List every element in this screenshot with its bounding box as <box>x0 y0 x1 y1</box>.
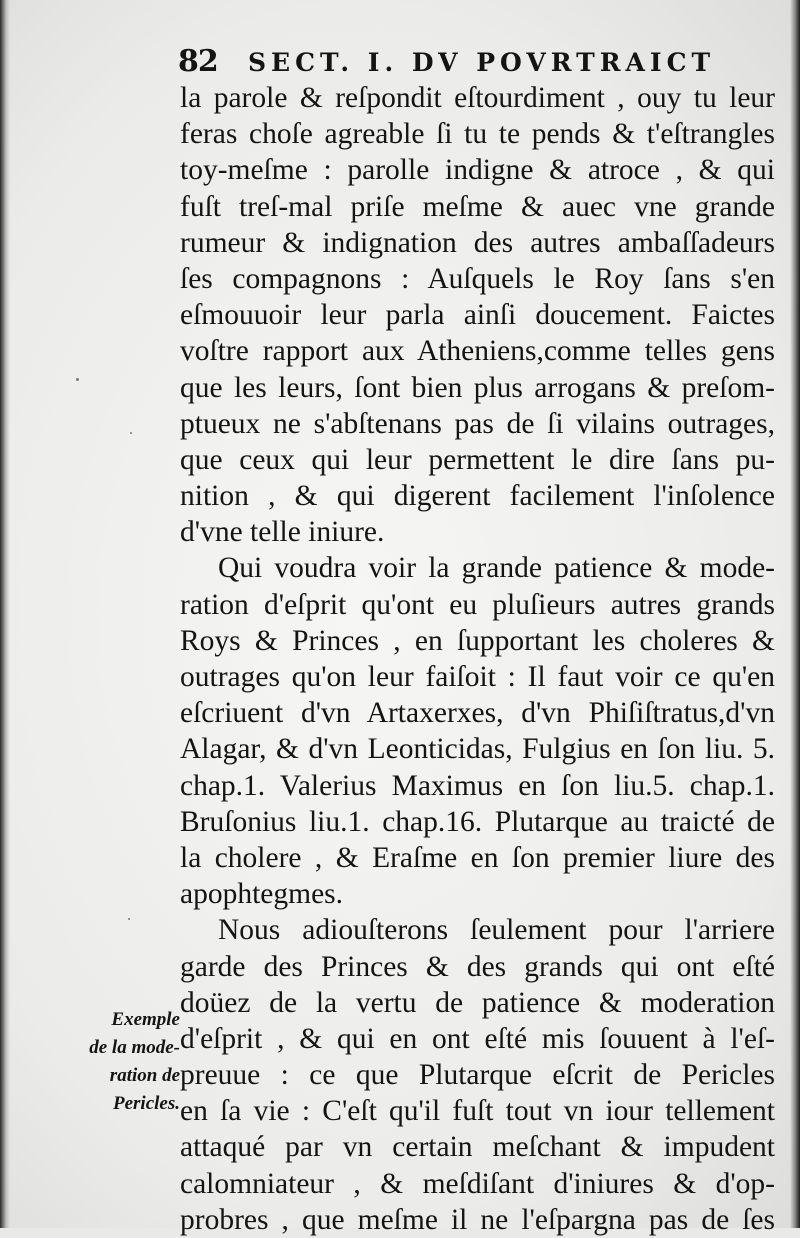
text-line: outrages qu'on leur faiſoit : Il faut voir ce qu'en <box>180 661 775 693</box>
body-text <box>180 80 775 1238</box>
text-line: ſes compagnons : Auſquels le Roy ſans s'en <box>180 262 775 295</box>
paper-speck <box>76 378 79 381</box>
text-line: que les leurs, ſont bien plus arrogans & preſom- <box>180 371 775 404</box>
text-line: ptueux ne s'abſtenans pas de ſi vilains outrages, <box>180 407 775 440</box>
text-line: fuſt treſ-mal priſe meſme & auec vne grande <box>180 190 775 223</box>
text-line: en ſa vie : C'eſt qu'il fuſt tout vn iour tellement <box>180 1095 775 1128</box>
margin-note <box>62 1006 180 1118</box>
text-line: chap.1. Valerius Maximus en ſon liu.5. chap.1. <box>180 769 775 802</box>
paragraph-first-line: Qui voudra voir la grande patience & mode- <box>218 552 775 585</box>
text-line: preuue : ce que Plutarque eſcrit de Pericles <box>180 1059 775 1092</box>
text-line: la cholere , & Eraſme en ſon premier liure des <box>180 841 775 874</box>
text-line: ration d'eſprit qu'ont eu pluſieurs autres grands <box>180 588 775 621</box>
text-line: rumeur & indignation des autres ambaſſadeurs <box>180 226 775 259</box>
margin-note-line: Exemple <box>111 1009 180 1030</box>
text-line: eſmouuoir leur parla ainſi doucement. Faictes <box>180 299 775 332</box>
text-line: probres , que meſme il ne l'eſpargna pas de ſes <box>180 1203 775 1236</box>
paragraph-first-line: Nous adiouſterons ſeulement pour l'arriere <box>218 914 775 947</box>
text-line: toy-meſme : parolle indigne & atroce , & qui <box>180 154 775 187</box>
text-line: Alagar, & d'vn Leonticidas, Fulgius en ſon liu. 5. <box>180 733 775 766</box>
text-line: d'eſprit , & qui en ont eſté mis ſouuent à l'eſ- <box>180 1022 775 1055</box>
text-line: Roys & Princes , en ſupportant les choleres & <box>180 624 775 657</box>
text-line: garde des Princes & des grands qui ont eſté <box>180 950 775 983</box>
text-line: feras choſe agreable ſi tu te pends & t'eſtrangles <box>180 118 775 151</box>
page-number: 82 <box>178 44 218 79</box>
text-line: eſcriuent d'vn Artaxerxes, d'vn Phiſiſtratus,d'vn <box>180 697 775 730</box>
text-line: doüez de la vertu de patience & moderation <box>180 986 775 1019</box>
paper-speck <box>128 918 130 920</box>
paragraph-last-line: d'vne telle iniure. <box>180 516 385 549</box>
text-line: calomniateur , & meſdiſant d'iniures & d'op- <box>180 1167 775 1200</box>
text-line: que ceux qui leur permettent le dire ſans pu- <box>180 443 775 476</box>
paper-speck <box>130 432 132 434</box>
text-line: voſtre rapport aux Atheniens,comme telles gens <box>180 335 775 368</box>
text-line: nition , & qui digerent facilement l'inſolence <box>180 480 775 513</box>
text-line: attaqué par vn certain meſchant & impudent <box>180 1131 775 1164</box>
margin-note-line: Pericles. <box>112 1093 180 1114</box>
page-left-edge <box>0 0 10 1228</box>
text-line: Bruſonius liu.1. chap.16. Plutarque au traicté de <box>180 805 775 838</box>
paragraph-last-line: apophtegmes. <box>180 878 344 911</box>
page-right-edge <box>790 0 800 1228</box>
page-header <box>178 44 778 84</box>
text-line: la parole & reſpondit eſtourdiment , ouy tu leur <box>180 82 775 114</box>
margin-note-line: ration de <box>109 1065 180 1086</box>
running-head: SECT. I. DV POVRTRAICT <box>248 48 716 77</box>
margin-note-line: de la mode- <box>89 1037 180 1058</box>
